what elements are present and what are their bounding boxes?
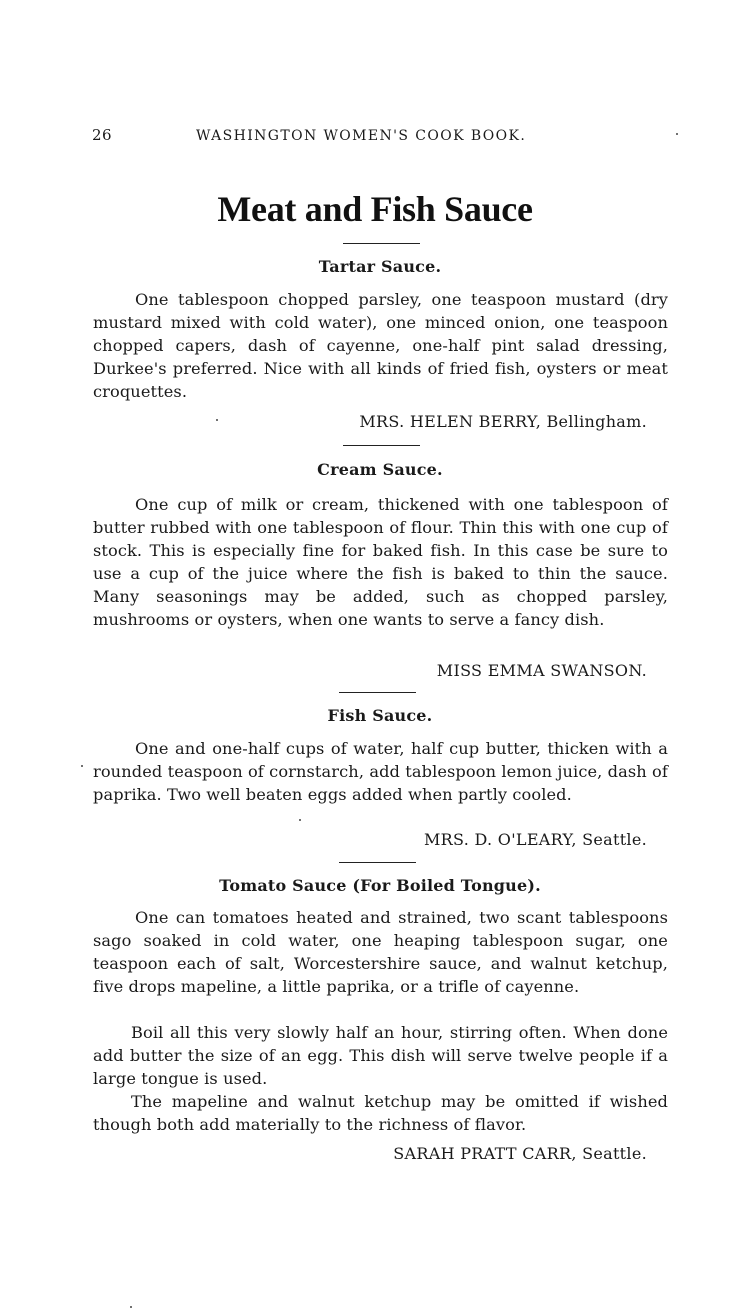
recipe-author-tartar-sauce: MRS. HELEN BERRY, Bellingham. — [359, 412, 647, 431]
scan-speck — [81, 765, 83, 767]
recipe-title-tartar-sauce: Tartar Sauce. — [318, 257, 442, 276]
recipe-text-tomato-sauce-2: Boil all this very slowly half an hour, stirring often. When done add butter the size of an egg. This dish will serve twelve people if a large tongue is used. — [93, 1023, 668, 1088]
recipe-title-fish-sauce: Fish Sauce. — [327, 706, 433, 725]
scan-speck — [130, 1306, 132, 1308]
recipe-text-tomato-sauce-3: The mapeline and walnut ketchup may be omitted if wished though both add materially to the richness of flavor. — [93, 1092, 668, 1134]
recipe-text-tartar-sauce: One tablespoon chopped parsley, one teaspoon mustard (dry mustard mixed with cold water), one minced onion, one teaspoon chopped capers, dash of cayenne, one-half pint salad dressing, Durkee's preferred. Nice with all kinds of fried fish, oysters or meat croquettes. — [93, 290, 668, 401]
recipe-author-cream-sauce: MISS EMMA SWANSON. — [436, 661, 647, 680]
recipe-author-tomato-sauce: SARAH PRATT CARR, Seattle. — [393, 1144, 647, 1163]
recipe-title-cream-sauce: Cream Sauce. — [317, 460, 443, 479]
scan-speck — [299, 819, 301, 821]
recipe-title-tomato-sauce: Tomato Sauce (For Boiled Tongue). — [219, 876, 541, 895]
divider-rule — [343, 243, 420, 244]
running-header: WASHINGTON WOMEN'S COOK BOOK. — [196, 128, 527, 144]
scan-speck — [216, 419, 218, 421]
divider-rule — [339, 862, 416, 863]
recipe-author-fish-sauce: MRS. D. O'LEARY, Seattle. — [423, 830, 647, 849]
scan-speck — [676, 133, 678, 135]
recipe-text-fish-sauce: One and one-half cups of water, half cup butter, thicken with a rounded teaspoon of cornstarch, add tablespoon lemon juice, dash of paprika. Two well beaten eggs added when partly cooled. — [93, 739, 668, 804]
divider-rule — [339, 692, 416, 693]
divider-rule — [343, 445, 420, 446]
recipe-text-cream-sauce: One cup of milk or cream, thickened with one tablespoon of butter rubbed with one tablespoon of flour. Thin this with one cup of stock. This is especially fine for baked fish. In this case be sure to use a cup of the juice where the fish is baked to thin the sauce. Many seasonings may be added, such as chopped parsley, mushrooms or oysters, when one wants to serve a fancy dish. — [93, 495, 668, 629]
section-title: Meat and Fish Sauce — [217, 189, 533, 229]
page-number: 26 — [92, 126, 113, 144]
recipe-text-tomato-sauce-1: One can tomatoes heated and strained, two scant tablespoons sago soaked in cold water, one heaping tablespoon sugar, one teaspoon each of salt, Worcestershire sauce, and walnut ketchup, five drops mapeline, a little paprika, or a trifle of cayenne. — [93, 908, 668, 996]
